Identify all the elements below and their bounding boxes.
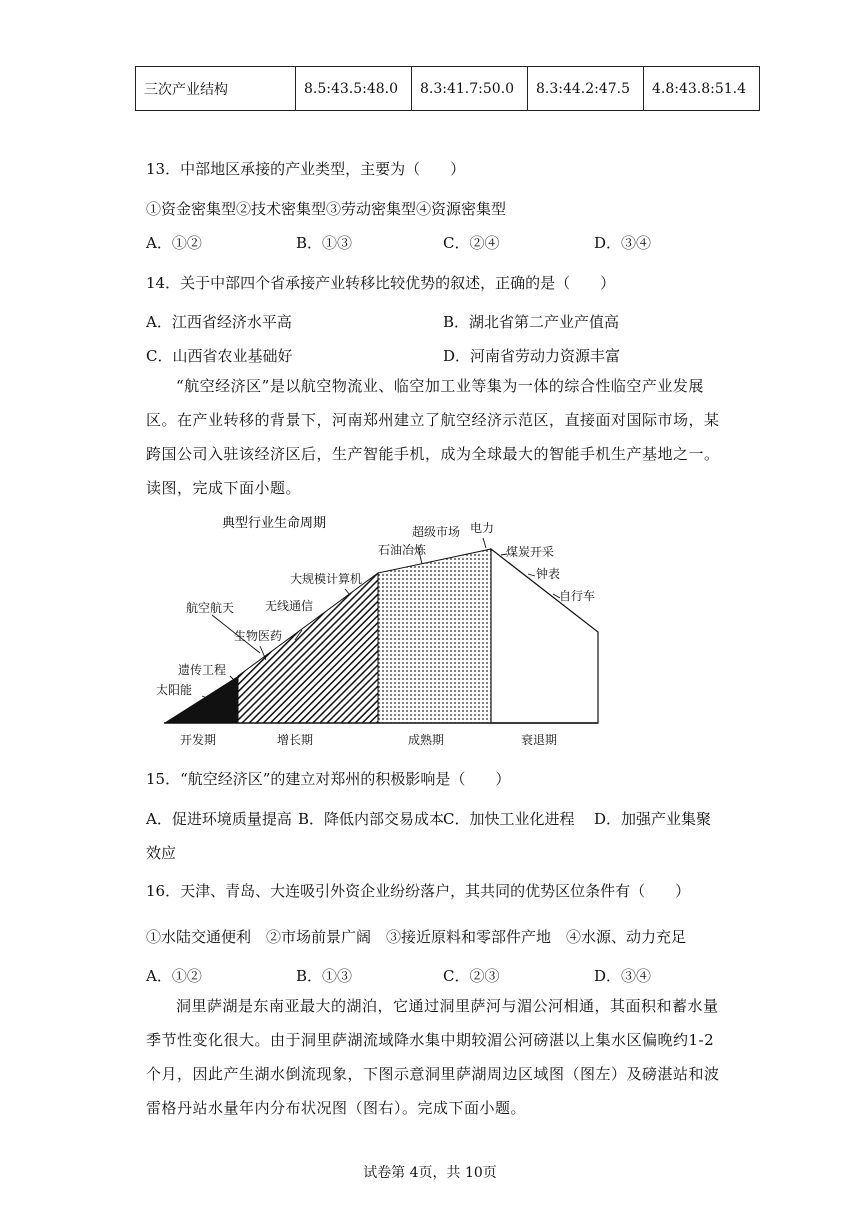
label-solar: 太阳能 bbox=[156, 683, 193, 697]
label-supermarket: 超级市场 bbox=[412, 525, 461, 539]
label-electricity: 电力 bbox=[470, 521, 495, 535]
table-cell: 8.5:43.5:48.0 bbox=[296, 67, 412, 111]
q16-stem: 16．天津、青岛、大连吸引外资企业纷纷落户，其共同的优势区位条件有（ ） bbox=[146, 882, 691, 900]
figure-title: 典型行业生命周期 bbox=[222, 516, 327, 531]
q16-option-a[interactable]: A．①② bbox=[146, 967, 202, 985]
stage-label-growth: 增长期 bbox=[277, 733, 314, 747]
label-wireless: 无线通信 bbox=[265, 599, 314, 613]
q14-option-d[interactable]: D．河南省劳动力资源丰富 bbox=[443, 347, 621, 365]
q14-option-c[interactable]: C．山西省农业基础好 bbox=[146, 347, 293, 365]
page-footer: 试卷第 4页，共 10页 bbox=[363, 1165, 497, 1181]
stage-growth-area bbox=[238, 573, 378, 723]
row-label: 三次产业结构 bbox=[136, 67, 296, 111]
q15-option-c[interactable]: C．加快工业化进程 bbox=[443, 810, 575, 828]
label-oil-refining: 石油冶炼 bbox=[378, 543, 427, 557]
industry-lifecycle-figure bbox=[150, 510, 620, 755]
q16-option-d[interactable]: D．③④ bbox=[594, 967, 652, 985]
label-bicycles: 自行车 bbox=[559, 589, 596, 603]
q13-items: ①资金密集型②技术密集型③劳动密集型④资源密集型 bbox=[146, 200, 507, 218]
q15-option-a[interactable]: A．促进环境质量提高 bbox=[146, 810, 292, 828]
table-cell: 4.8:43.8:51.4 bbox=[644, 67, 760, 111]
q14-option-b[interactable]: B．湖北省第二产业产值高 bbox=[443, 313, 620, 331]
q14-option-a[interactable]: A．江西省经济水平高 bbox=[146, 313, 292, 331]
q14-stem: 14．关于中部四个省承接产业转移比较优势的叙述，正确的是（ ） bbox=[146, 274, 616, 292]
q16-option-b[interactable]: B．①③ bbox=[296, 967, 353, 985]
stage-label-development: 开发期 bbox=[180, 733, 217, 747]
q13-option-b[interactable]: B．①③ bbox=[296, 234, 353, 252]
q16-option-c[interactable]: C．②③ bbox=[443, 967, 500, 985]
table-cell: 8.3:44.2:47.5 bbox=[528, 67, 644, 111]
q16-items: ①水陆交通便利 ②市场前景广阔 ③接近原料和零部件产地 ④水源、动力充足 bbox=[146, 928, 687, 946]
q13-option-d[interactable]: D．③④ bbox=[594, 234, 652, 252]
table-cell: 8.3:41.7:50.0 bbox=[412, 67, 528, 111]
q13-option-a[interactable]: A．①② bbox=[146, 234, 202, 252]
passage-tonle-sap: 洞里萨湖是东南亚最大的湖泊，它通过洞里萨河与湄公河相通，其面积和蓄水量季节性变化很大。由于洞里萨湖流域降水集中期较湄公河磅湛以上集水区偏晚约1-2个月，因此产生湖水倒流现象，下图示意洞里萨湖周边区域图（图左）及磅湛站和波雷格丹站水量年内分布状况图（图右）。完成下面小题。 bbox=[146, 997, 720, 1117]
q13-stem: 13．中部地区承接的产业类型，主要为（ ） bbox=[146, 160, 466, 178]
stage-maturity-area bbox=[378, 549, 491, 723]
passage-aviation: “航空经济区”是以航空物流业、临空加工业等集为一体的综合性临空产业发展区。在产业转移的背景下，河南郑州建立了航空经济示范区，直接面对国际市场，某跨国公司入驻该经济区后，生产智能手机，成为全球最大的智能手机生产基地之一。读图，完成下面小题。 bbox=[146, 377, 720, 497]
q15-option-d-cont: 效应 bbox=[146, 844, 177, 862]
label-aerospace: 航空航天 bbox=[186, 601, 235, 615]
label-coal-mining: 煤炭开采 bbox=[506, 545, 555, 559]
q15-stem: 15．“航空经济区”的建立对郑州的积极影响是（ ） bbox=[146, 770, 511, 788]
q13-option-c[interactable]: C．②④ bbox=[443, 234, 500, 252]
label-clocks: 钟表 bbox=[536, 567, 561, 581]
q15-option-d[interactable]: D．加强产业集聚 bbox=[594, 810, 712, 828]
industry-structure-table bbox=[135, 66, 760, 111]
table-row bbox=[136, 67, 760, 111]
label-large-computers: 大规模计算机 bbox=[290, 572, 363, 586]
stage-label-decline: 衰退期 bbox=[521, 733, 558, 747]
q15-option-b[interactable]: B．降低内部交易成本 bbox=[298, 810, 445, 828]
stage-label-maturity: 成熟期 bbox=[408, 733, 445, 747]
label-genetic-engineering: 遗传工程 bbox=[178, 663, 227, 677]
label-biomedicine: 生物医药 bbox=[234, 629, 283, 643]
